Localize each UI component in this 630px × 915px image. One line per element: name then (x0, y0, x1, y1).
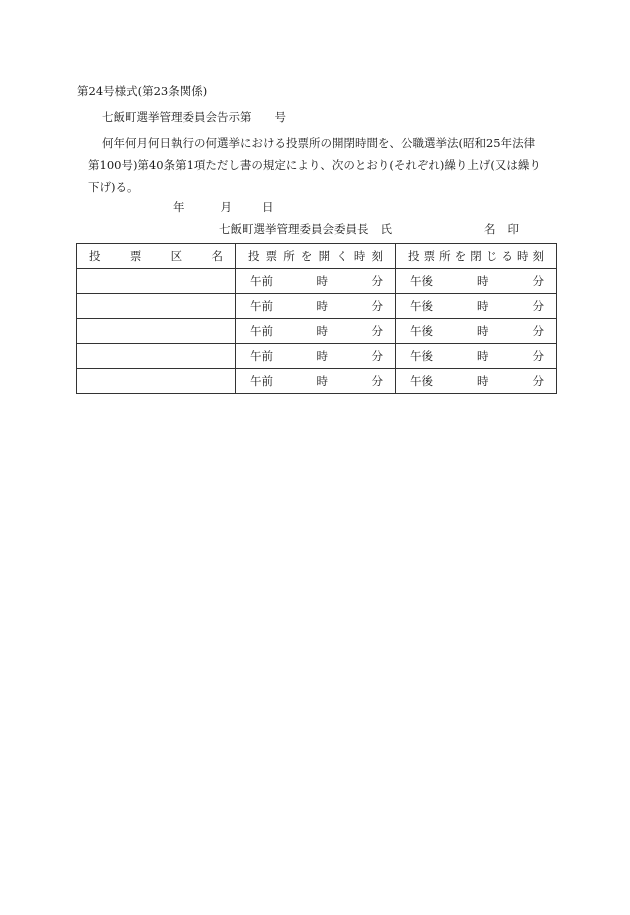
month-label: 月 (220, 200, 232, 214)
district-cell[interactable] (77, 369, 236, 394)
open-time-label: 分 (371, 349, 383, 363)
open-time-label: 時 (316, 324, 328, 338)
body-text-line: 第100号)第40条第1項ただし書の規定により、次のとおり(それぞれ)繰り上げ(又は繰り (88, 158, 541, 172)
surname-label: 氏 (380, 222, 392, 236)
close-time-label: 午後 (410, 299, 433, 313)
open-time-cell[interactable] (236, 344, 396, 369)
close-time-label: 時 (477, 324, 489, 338)
open-time-label: 午前 (250, 349, 273, 363)
header-char: 投 (248, 249, 260, 263)
open-time-label: 時 (316, 374, 328, 388)
header-char: を (454, 249, 467, 263)
close-time-label: 時 (477, 374, 489, 388)
close-time-label: 午後 (410, 349, 433, 363)
header-char: を (300, 249, 313, 263)
header-char: 所 (439, 249, 451, 263)
open-time-label: 分 (371, 324, 383, 338)
header-char: 刻 (371, 249, 383, 263)
district-cell[interactable] (77, 344, 236, 369)
header-char: 投 (408, 249, 420, 263)
open-time-label: 午前 (250, 324, 273, 338)
close-time-cell[interactable] (396, 269, 557, 294)
close-time-label: 午後 (410, 324, 433, 338)
close-time-label: 分 (532, 349, 544, 363)
header-char: 刻 (532, 249, 544, 263)
open-time-cell[interactable] (236, 369, 396, 394)
seal-label: 印 (507, 222, 519, 236)
header-char: 区 (170, 249, 183, 263)
open-time-cell[interactable] (236, 269, 396, 294)
close-time-label: 分 (532, 274, 544, 288)
open-time-label: 時 (316, 274, 328, 288)
table-row (77, 269, 557, 294)
header-char: 投 (89, 249, 101, 263)
year-label: 年 (173, 200, 185, 214)
day-label: 日 (262, 200, 274, 214)
district-cell[interactable] (77, 319, 236, 344)
header-char: く (336, 249, 348, 263)
open-time-cell[interactable] (236, 294, 396, 319)
header-district (77, 244, 236, 269)
polling-hours-table (76, 243, 557, 394)
close-time-label: 時 (477, 274, 489, 288)
close-time-cell[interactable] (396, 344, 557, 369)
open-time-cell[interactable] (236, 319, 396, 344)
header-char: 名 (211, 249, 223, 263)
header-char: 開 (318, 249, 331, 263)
open-time-label: 午前 (250, 274, 273, 288)
close-time-cell[interactable] (396, 369, 557, 394)
district-cell[interactable] (77, 269, 236, 294)
open-time-label: 分 (371, 299, 383, 313)
close-time-label: 分 (532, 374, 544, 388)
header-char: 票 (265, 249, 278, 263)
open-time-label: 午前 (250, 299, 273, 313)
district-cell[interactable] (77, 294, 236, 319)
notice-title: 七飯町選挙管理委員会告示第 号 (102, 110, 286, 124)
table-row (77, 319, 557, 344)
close-time-cell[interactable] (396, 319, 557, 344)
header-char: 閉 (470, 249, 482, 263)
close-time-label: 時 (477, 299, 489, 313)
header-char: 時 (516, 249, 529, 263)
close-time-cell[interactable] (396, 294, 557, 319)
given-name-label: 名 (484, 222, 496, 236)
table-row (77, 294, 557, 319)
table-header-row (77, 244, 557, 269)
date-line (173, 200, 274, 214)
body-text-line: 下げ)る。 (88, 180, 139, 194)
chairperson-title: 七飯町選挙管理委員会委員長 (219, 222, 369, 236)
header-char: じ (485, 249, 498, 263)
header-char: 票 (129, 249, 142, 263)
close-time-label: 時 (477, 349, 489, 363)
table-row (77, 369, 557, 394)
header-char: る (501, 249, 513, 263)
header-close-time (396, 244, 557, 269)
header-char: 所 (283, 249, 295, 263)
open-time-label: 時 (316, 299, 328, 313)
close-time-label: 午後 (410, 274, 433, 288)
table-row (77, 344, 557, 369)
close-time-label: 午後 (410, 374, 433, 388)
header-open-time (236, 244, 396, 269)
open-time-label: 時 (316, 349, 328, 363)
form-number: 第24号様式(第23条関係) (77, 84, 208, 98)
body-text-line: 何年何月何日執行の何選挙における投票所の開閉時間を、公職選挙法(昭和25年法律 (102, 136, 536, 150)
close-time-label: 分 (532, 299, 544, 313)
header-char: 時 (353, 249, 366, 263)
open-time-label: 午前 (250, 374, 273, 388)
header-char: 票 (423, 249, 436, 263)
open-time-label: 分 (371, 374, 383, 388)
open-time-label: 分 (371, 274, 383, 288)
signature-line (219, 222, 519, 236)
close-time-label: 分 (532, 324, 544, 338)
